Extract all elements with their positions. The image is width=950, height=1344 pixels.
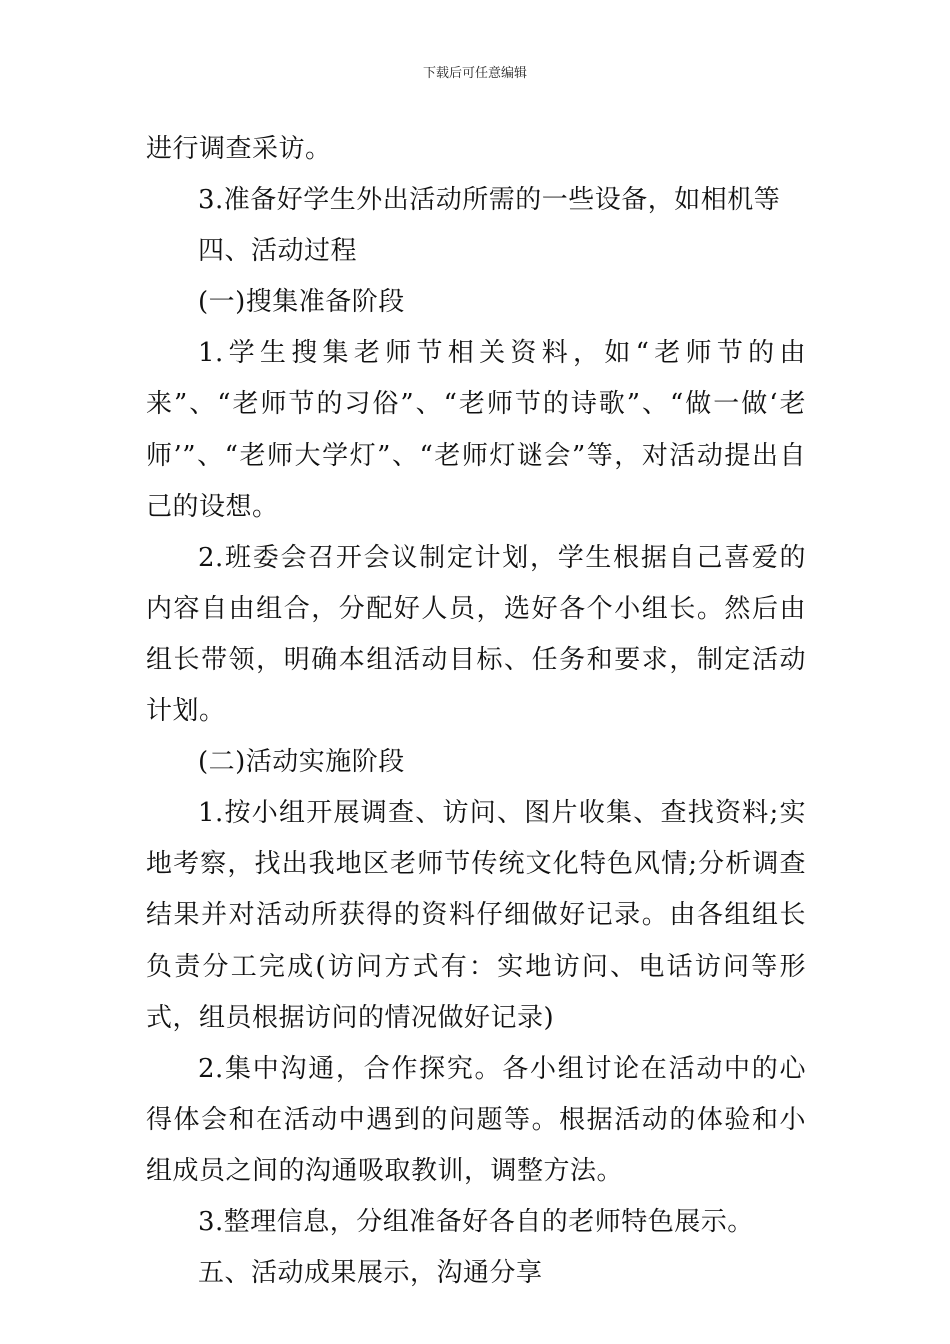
subsection-heading: (一)搜集准备阶段: [198, 287, 405, 318]
section-heading: 四、活动过程: [198, 236, 358, 267]
subsection-heading: (二)活动实施阶段: [198, 747, 405, 778]
page-header: 下载后可任意编辑: [422, 66, 527, 81]
document-body: [146, 124, 806, 1299]
section-heading: 五、活动成果展示，沟通分享: [198, 1258, 543, 1289]
paragraph: 3.整理信息，分组准备好各自的老师特色展示。: [198, 1206, 754, 1237]
paragraph: 3.准备好学生外出活动所需的一些设备，如相机等: [198, 185, 781, 216]
paragraph: 2.班委会召开会议制定计划，学生根据自己喜爱的内容自由组合，分配好人员，选好各个小组长。然后由组长带领，明确本组活动目标、任务和要求，制定活动计划。: [146, 542, 806, 727]
paragraph: 1.学生搜集老师节相关资料，如“老师节的由来”、“老师节的习俗”、“老师节的诗歌”、“做一做‘老师’”、“老师大学灯”、“老师灯谜会”等，对活动提出自己的设想。: [146, 338, 806, 522]
paragraph: 2.集中沟通，合作探究。各小组讨论在活动中的心得体会和在活动中遇到的问题等。根据活动的体验和小组成员之间的沟通吸取教训，调整方法。: [146, 1053, 806, 1186]
paragraph: 进行调查采访。: [146, 134, 332, 164]
paragraph: 1.按小组开展调查、访问、图片收集、查找资料;实地考察，找出我地区老师节传统文化特色风情;分析调查结果并对活动所获得的资料仔细做好记录。由各组组长负责分工完成(访问方式有：实地访问、电话访问等形式，组员根据访问的情况做好记录): [146, 798, 806, 1033]
